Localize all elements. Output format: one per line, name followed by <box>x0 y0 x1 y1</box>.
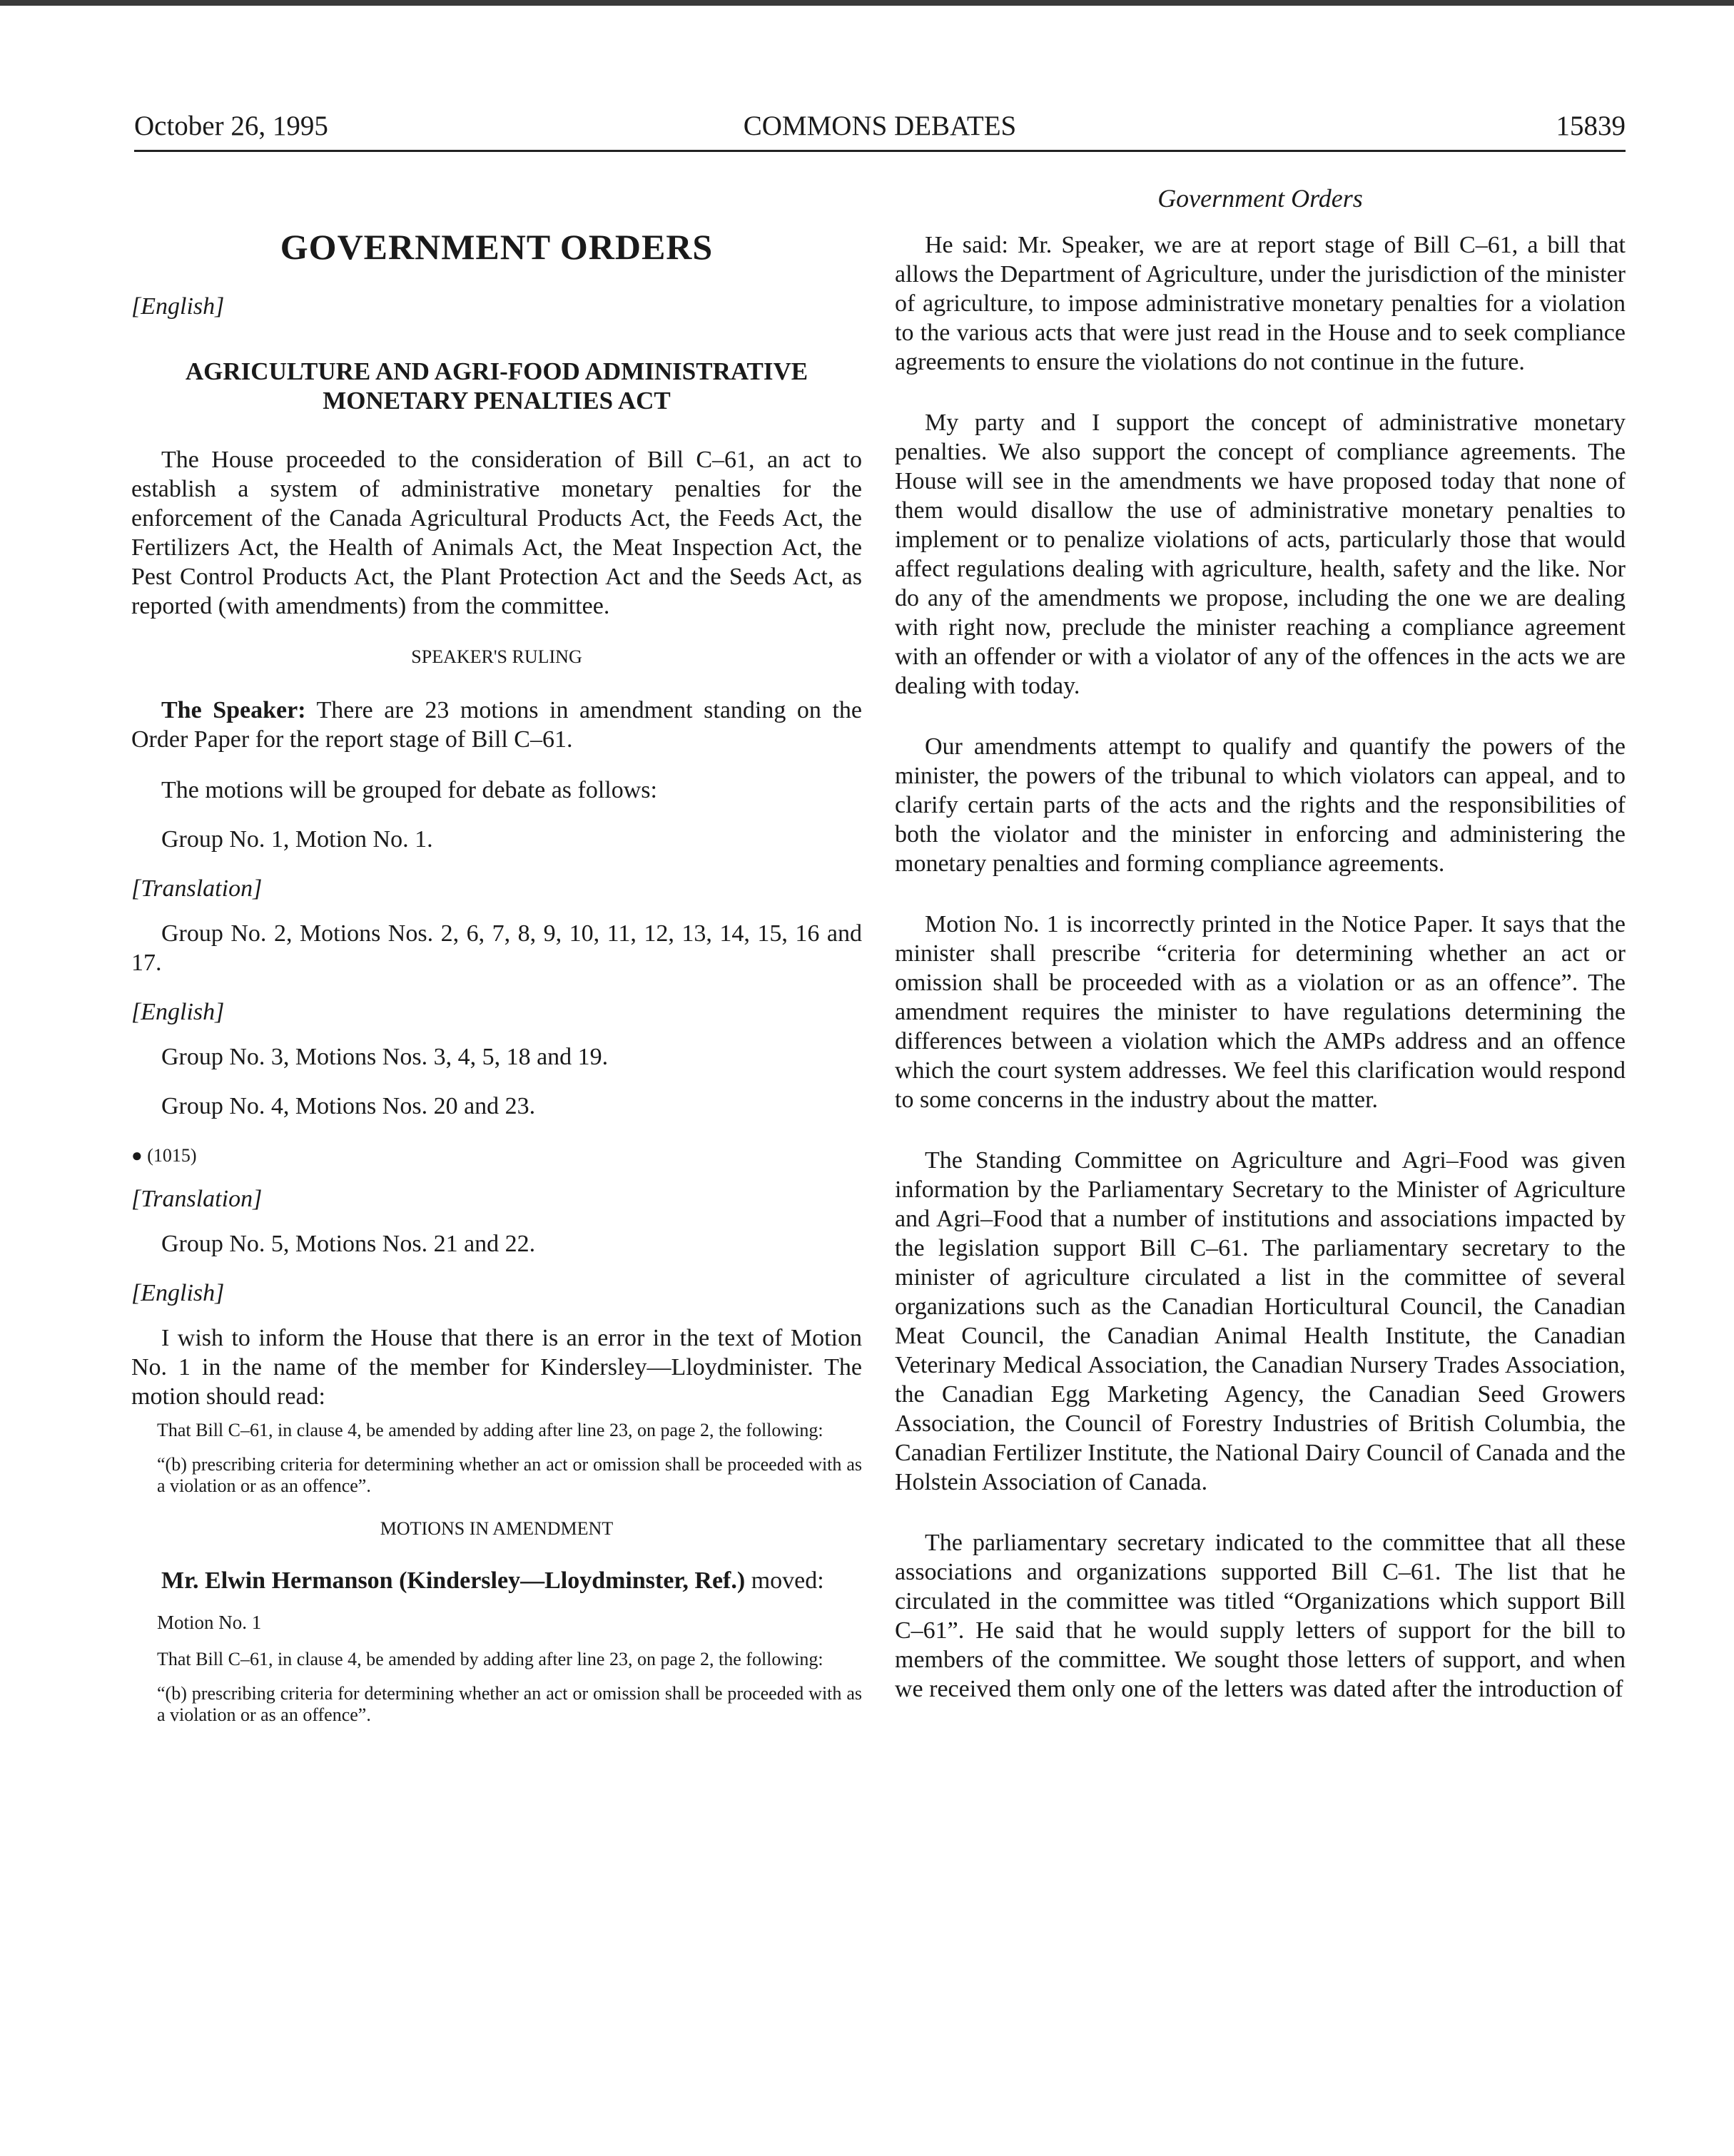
speakers-ruling-heading: SPEAKER'S RULING <box>411 646 582 667</box>
bullet-icon: ● <box>131 1145 143 1166</box>
quote-1a: That Bill C–61, in clause 4, be amended by adding after line 23, on page 2, the following: <box>157 1420 823 1440</box>
quote-2a: That Bill C–61, in clause 4, be amended by adding after line 23, on page 2, the following: <box>157 1649 823 1669</box>
motion-label: Motion No. 1 <box>157 1612 262 1633</box>
language-marker: [Translation] <box>131 875 263 902</box>
speaker-text: There are 23 motions in amendment standing on the Order Paper for the report stage of Bill C–61. <box>131 697 862 753</box>
right-column <box>895 164 1626 1735</box>
language-marker: [English] <box>131 999 225 1025</box>
left-column <box>131 164 862 1739</box>
quote-1b: “(b) prescribing criteria for determining whether an act or omission shall be proceeded with as a violation or as an offence”. <box>157 1454 862 1496</box>
bill-title-line-1: AGRICULTURE AND AGRI-FOOD ADMINISTRATIVE <box>185 357 808 385</box>
header-page-number: 15839 <box>1556 111 1626 141</box>
bill-title-line-2: MONETARY PENALTIES ACT <box>323 387 671 415</box>
right-paragraph-2: My party and I support the concept of administrative monetary penalties. We also support the concept of compliance agreements. The House will see in the amendments we have proposed today that none of them would disallow the use of administrative monetary penalties to implement or to penalize violations of acts, particularly those that would affect regulations dealing with agriculture, health, safety and the like. Nor do any of the amendments we propose, including the one we are dealing with right now, preclude the minister reaching a compliance agreement with an offender or with a violator of any of the offences in the acts we are dealing with today. <box>895 410 1626 699</box>
right-paragraph-6: The parliamentary secretary indicated to the committee that all these associations and organizations supported Bill C–61. The list that he circulated in the committee was titled “Organizations which support Bill C–61”. He said that he would supply letters of support for the bill to members of the committee. We sought those letters of support, and when we received them only one of the letters was dated after the introduction of <box>895 1530 1626 1702</box>
page-header <box>134 107 1626 152</box>
time-stamp <box>131 1141 862 1170</box>
group-2: Group No. 2, Motions Nos. 2, 6, 7, 8, 9, 10, 11, 12, 13, 14, 15, 16 and 17. <box>131 920 862 976</box>
right-paragraph-3: Our amendments attempt to qualify and quantify the powers of the minister, the powers of the tribunal to which violators can appeal, and to clarify certain parts of the acts and the rights and the responsibilities of both the violator and the minister in enforcing and administering the monetary penalties and forming compliance agreements. <box>895 733 1626 877</box>
motions-heading: MOTIONS IN AMENDMENT <box>380 1518 614 1539</box>
speaker-name: The Speaker: <box>161 697 306 723</box>
language-marker: [English] <box>131 1280 225 1306</box>
bill-title <box>131 357 862 415</box>
group-4: Group No. 4, Motions Nos. 20 and 23. <box>161 1093 536 1119</box>
header-date: October 26, 1995 <box>134 111 328 141</box>
right-paragraph-1: He said: Mr. Speaker, we are at report stage of Bill C–61, a bill that allows the Department of Agriculture, under the jurisdiction of the minister of agriculture, to impose administrative monetary penalties for a violation to the various acts that were just read in the House and to seek compliance agreements to ensure the violations do not continue in the future. <box>895 232 1626 375</box>
mover-paragraph <box>131 1566 862 1595</box>
error-paragraph: I wish to inform the House that there is an error in the text of Motion No. 1 in the name of the member for Kindersley—Lloydminister. The motion should read: <box>131 1325 862 1410</box>
mover-name: Mr. Elwin Hermanson (Kindersley—Lloydminster, Ref.) <box>161 1567 746 1594</box>
mover-text: moved: <box>745 1567 824 1594</box>
section-title: GOVERNMENT ORDERS <box>280 227 714 267</box>
intro-paragraph: The House proceeded to the consideration of Bill C–61, an act to establish a system of administrative monetary penalties for the enforcement of the Canada Agricultural Products Act, the Feeds Act, the Fertilizers Act, the Health of Animals Act, the Meat Inspection Act, the Pest Control Products Act, the Plant Protection Act and the Seeds Act, as reported (with amendments) from the committee. <box>131 447 862 619</box>
language-marker: [English] <box>131 293 225 320</box>
grouping-intro: The motions will be grouped for debate as follows: <box>161 777 657 803</box>
quote-2b: “(b) prescribing criteria for determining whether an act or omission shall be proceeded with as a violation or as an offence”. <box>157 1683 862 1725</box>
group-5: Group No. 5, Motions Nos. 21 and 22. <box>161 1231 536 1257</box>
right-paragraph-4: Motion No. 1 is incorrectly printed in the Notice Paper. It says that the minister shall prescribe “criteria for determining whether an act or omission shall be proceeded with as a violation or as an offence”. The amendment requires the minister to have regulations determining the differences between a violation which the AMPs address and an offence which the court system addresses. We feel this clarification would respond to some concerns in the industry about the matter. <box>895 911 1626 1113</box>
right-paragraph-5: The Standing Committee on Agriculture and Agri–Food was given information by the Parliamentary Secretary to the Minister of Agriculture and Agri–Food that a number of institutions and associations impacted by the legislation support Bill C–61. The parliamentary secretary to the minister of agriculture circulated a list in the committee of several organizations such as the Canadian Horticultural Council, the Canadian Meat Council, the Canadian Animal Health Institute, the Canadian Veterinary Medical Association, the Canadian Nursery Trades Association, the Canadian Egg Marketing Agency, the Canadian Seed Growers Association, the Council of Forestry Industries of British Columbia, the Canadian Fertilizer Institute, the National Dairy Council of Canada and the Holstein Association of Canada. <box>895 1147 1626 1495</box>
group-3: Group No. 3, Motions Nos. 3, 4, 5, 18 and 19. <box>161 1044 609 1070</box>
running-head: Government Orders <box>1157 184 1363 213</box>
group-1: Group No. 1, Motion No. 1. <box>161 826 433 853</box>
speaker-paragraph <box>131 696 862 754</box>
header-publication: COMMONS DEBATES <box>743 111 1017 141</box>
language-marker: [Translation] <box>131 1186 263 1212</box>
scan-top-edge <box>0 0 1734 6</box>
time-text: (1015) <box>147 1145 197 1166</box>
